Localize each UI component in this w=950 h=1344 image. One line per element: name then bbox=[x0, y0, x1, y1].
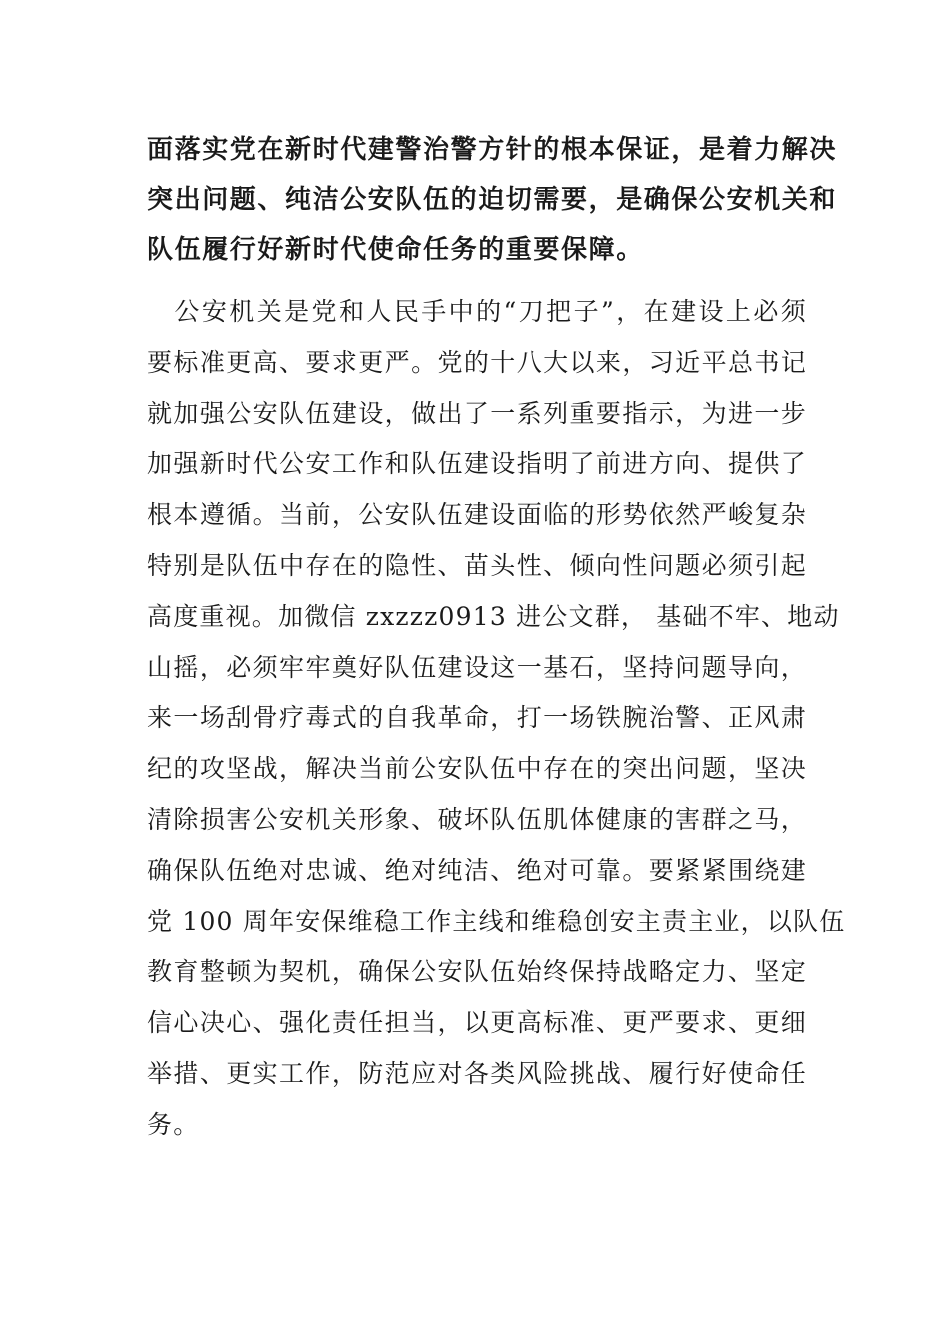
lead-paragraph bbox=[147, 125, 838, 275]
body-line: 举措、更实工作，防范应对各类风险挑战、履行好使命任 bbox=[147, 1058, 807, 1088]
body-line: 清除损害公安机关形象、破坏队伍肌体健康的害群之马， bbox=[147, 804, 807, 834]
body-line: 来一场刮骨疗毒式的自我革命，打一场铁腕治警、正风肃 bbox=[147, 703, 807, 733]
body-line: 教育整顿为契机，确保公安队伍始终保持战略定力、坚定 bbox=[147, 957, 807, 987]
body-line: 确保队伍绝对忠诚、绝对纯洁、绝对可靠。要紧紧围绕建 bbox=[147, 855, 807, 885]
body-line: 公安机关是党和人民手中的“刀把子”，在建设上必须 bbox=[147, 297, 807, 326]
body-line: 党 100 周年安保维稳工作主线和维稳创安主责主业，以队伍 bbox=[147, 906, 846, 936]
lead-line: 队伍履行好新时代使命任务的重要保障。 bbox=[147, 235, 644, 265]
lead-line: 面落实党在新时代建警治警方针的根本保证，是着力解决 bbox=[147, 135, 838, 165]
body-line: 高度重视。加微信 zxzzz0913 进公文群， 基础不牢、地动 bbox=[147, 601, 840, 631]
body-line: 山摇，必须牢牢奠好队伍建设这一基石，坚持问题导向， bbox=[147, 652, 807, 682]
body-paragraph bbox=[147, 287, 846, 1151]
body-line: 要标准更高、要求更严。党的十八大以来，习近平总书记 bbox=[147, 347, 807, 377]
body-line: 特别是队伍中存在的隐性、苗头性、倾向性问题必须引起 bbox=[147, 550, 807, 580]
body-line: 务。 bbox=[147, 1109, 200, 1139]
body-line: 加强新时代公安工作和队伍建设指明了前进方向、提供了 bbox=[147, 449, 807, 479]
body-line: 根本遵循。当前，公安队伍建设面临的形势依然严峻复杂 bbox=[147, 500, 807, 530]
body-line: 信心决心、强化责任担当，以更高标准、更严要求、更细 bbox=[147, 1008, 807, 1038]
body-line: 就加强公安队伍建设，做出了一系列重要指示，为进一步 bbox=[147, 398, 807, 428]
lead-line: 突出问题、纯洁公安队伍的迫切需要，是确保公安机关和 bbox=[147, 185, 838, 215]
body-line: 纪的攻坚战，解决当前公安队伍中存在的突出问题，坚决 bbox=[147, 754, 807, 784]
